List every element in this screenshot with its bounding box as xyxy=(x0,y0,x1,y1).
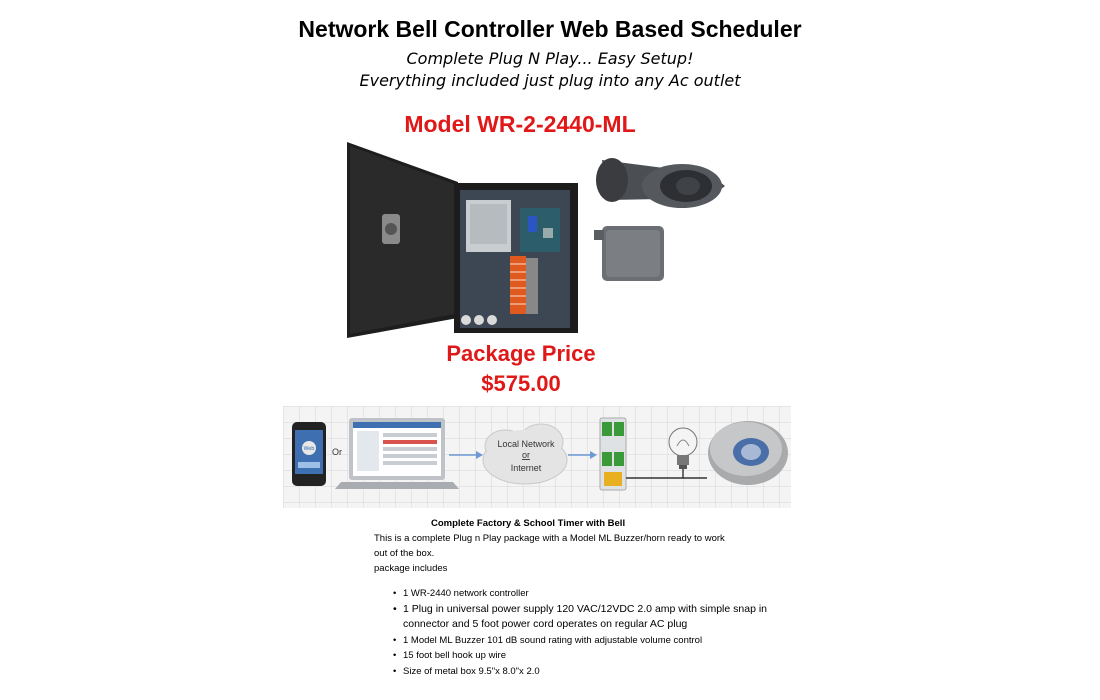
list-item: • 1 WR-2440 network controller xyxy=(403,586,794,602)
cloud-label-line-3: Internet xyxy=(510,463,542,473)
cloud-icon xyxy=(483,424,567,484)
terminal-block xyxy=(510,256,526,314)
package-price: $575.00 xyxy=(481,371,561,396)
page-title: Network Bell Controller Web Based Scheduler xyxy=(298,16,802,42)
package-includes-label: package includes xyxy=(374,563,448,574)
price-label: Package Price xyxy=(446,341,596,366)
bell-icon xyxy=(708,421,788,485)
subtitle-plug-n-play: Complete Plug N Play... Easy Setup! xyxy=(406,49,694,68)
horn-buzzer xyxy=(594,158,725,281)
list-item: • 15 foot bell hook up wire xyxy=(403,648,794,664)
product-description xyxy=(374,516,794,679)
subtitle-ac-outlet: Everything included just plug into any Ac outlet xyxy=(359,71,741,90)
list-item: • 1 Model ML Buzzer 101 dB sound rating with adjustable volume control xyxy=(403,633,794,649)
relay-board xyxy=(520,208,560,252)
din-controller-icon xyxy=(600,418,626,490)
or-label: Or xyxy=(332,447,342,457)
list-item: • 1 Plug in universal power supply 120 VAC/12VDC 2.0 amp with simple snap in connector and 5 foot power cord operates on regular AC plug xyxy=(403,602,771,633)
laptop-icon xyxy=(335,418,459,489)
phone-label: Web xyxy=(303,446,315,452)
description-heading: Complete Factory & School Timer with Bell xyxy=(431,518,626,529)
cloud-label-line-1: Local Network xyxy=(497,439,555,449)
product-image xyxy=(340,138,740,343)
system-diagram xyxy=(283,406,791,508)
list-item: • Size of metal box 9.5"x 8.0"x 2.0 xyxy=(403,664,794,680)
package-includes-list xyxy=(374,586,794,679)
model-number: Model WR-2-2440-ML xyxy=(404,111,636,137)
smartphone-icon xyxy=(292,422,326,486)
description-paragraph: This is a complete Plug n Play package with a Model ML Buzzer/horn ready to work out of the box. xyxy=(374,533,725,559)
cloud-label-line-2: or xyxy=(521,450,531,460)
